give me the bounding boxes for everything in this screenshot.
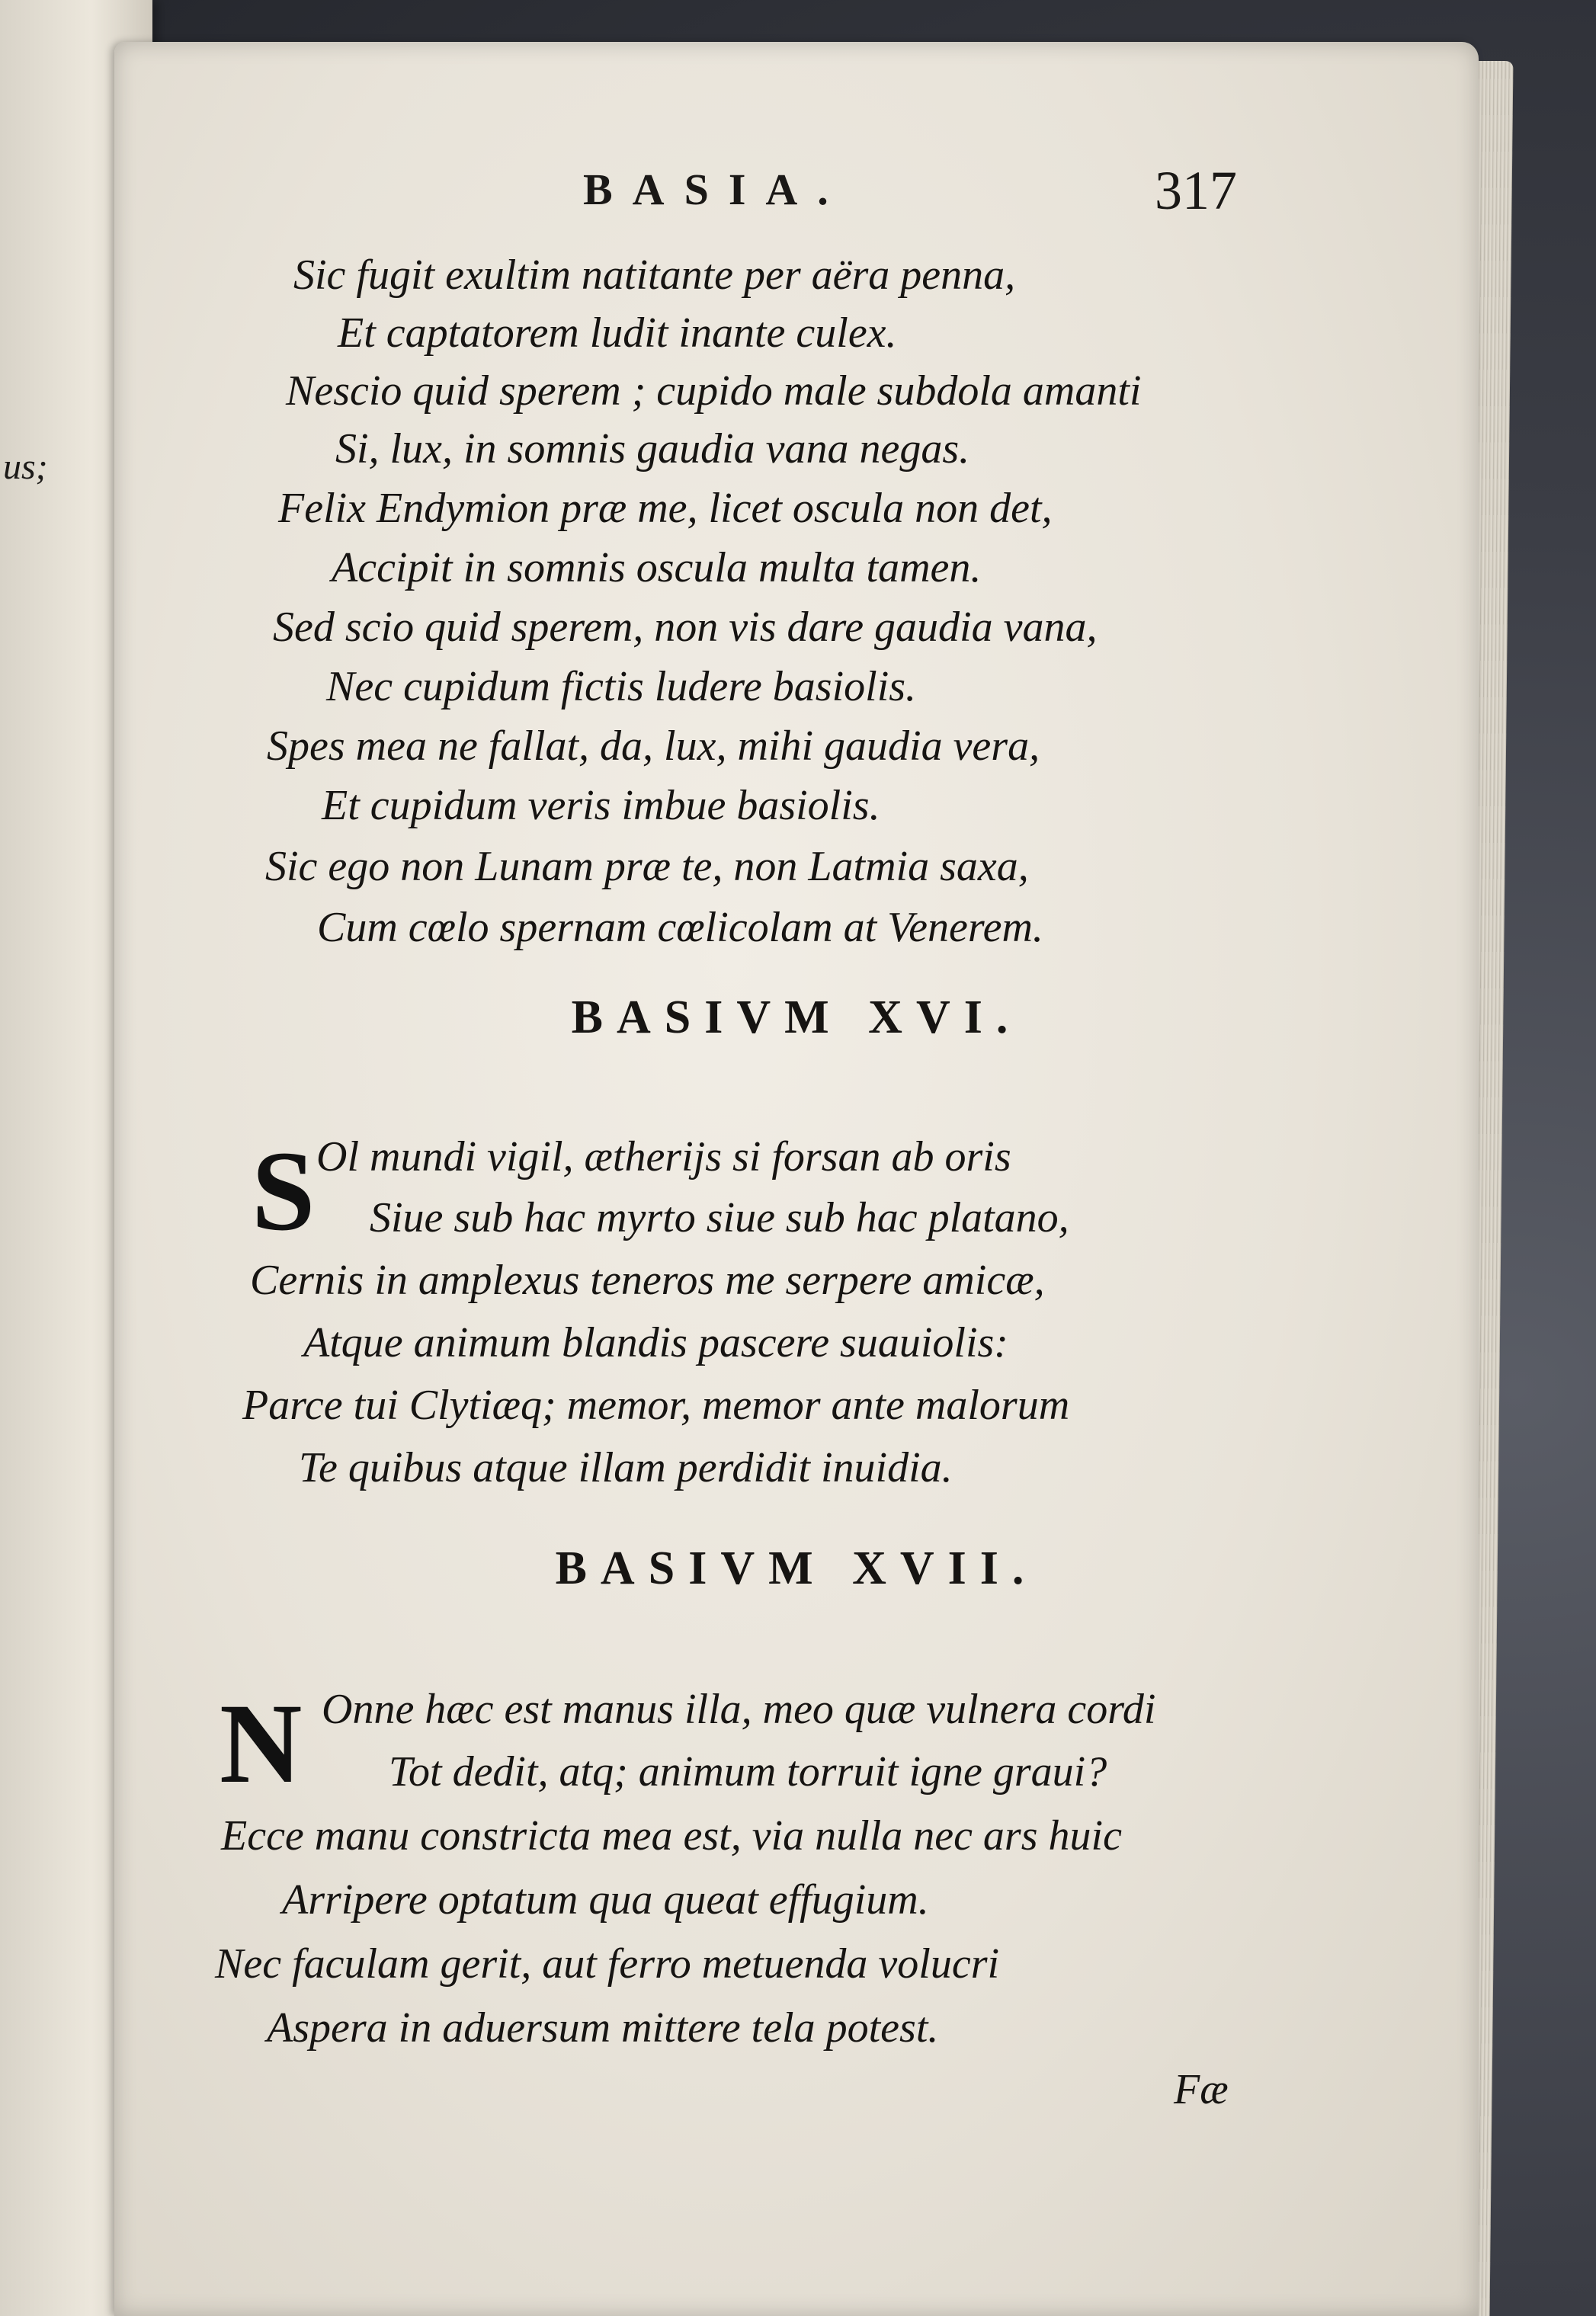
verse-line: Nec cupidum fictis ludere basiolis. — [326, 663, 917, 710]
poem-heading-xvii: BASIVM XVII. — [555, 1542, 1038, 1594]
verse-line: Onne hæc est manus illa, meo quæ vulnera cordi — [322, 1686, 1156, 1733]
verse-line: Spes mea ne fallat, da, lux, mihi gaudia vera, — [267, 722, 1040, 770]
verse-line: Tot dedit, atq; animum torruit igne graui? — [389, 1748, 1107, 1795]
verse-line: Ecce manu constricta mea est, via nulla nec ars huic — [221, 1812, 1122, 1860]
verse-line: Parce tui Clytiæq; memor, memor ante malorum — [242, 1382, 1070, 1429]
verse-line: Sic fugit exultim natitante per aëra penna, — [293, 251, 1016, 299]
verse-line: Cum cœlo spernam cœlicolam at Venerem. — [317, 904, 1043, 951]
verse-line: Et captatorem ludit inante culex. — [338, 309, 897, 357]
verse-line: Cernis in amplexus teneros me serpere amicæ, — [250, 1257, 1045, 1304]
verse-line: Ol mundi vigil, ætherijs si forsan ab oris — [316, 1133, 1011, 1180]
running-head: BASIA. — [583, 165, 848, 214]
left-page-fragment: us; — [3, 447, 48, 487]
verse-line: Siue sub hac myrto siue sub hac platano, — [370, 1194, 1069, 1241]
verse-line: Atque animum blandis pascere suauiolis: — [303, 1319, 1008, 1366]
page-number: 317 — [1155, 160, 1237, 221]
page-header — [114, 160, 1479, 232]
dropcap-n: N — [220, 1680, 303, 1807]
verse-line: Sic ego non Lunam præ te, non Latmia saxa, — [265, 843, 1029, 890]
verse-line: Arripere optatum qua queat effugium. — [282, 1876, 929, 1924]
catchword: Fæ — [1174, 2066, 1229, 2113]
book-page — [114, 42, 1479, 2316]
verse-line: Nec faculam gerit, aut ferro metuenda volucri — [215, 1940, 1000, 1988]
verse-line: Nescio quid sperem ; cupido male subdola amanti — [286, 367, 1142, 415]
verse-line: Te quibus atque illam perdidit inuidia. — [299, 1444, 953, 1491]
verse-line: Felix Endymion præ me, licet oscula non det, — [278, 485, 1053, 532]
verse-line: Sed scio quid sperem, non vis dare gaudia vana, — [273, 604, 1098, 651]
poem-heading-xvi: BASIVM XVI. — [571, 991, 1022, 1043]
verse-line: Aspera in aduersum mittere tela potest. — [267, 2004, 939, 2052]
verse-line: Accipit in somnis oscula multa tamen. — [332, 544, 982, 591]
verse-line: Et cupidum veris imbue basiolis. — [322, 782, 880, 829]
verse-line: Si, lux, in somnis gaudia vana negas. — [335, 425, 970, 472]
dropcap-s: S — [252, 1128, 316, 1254]
